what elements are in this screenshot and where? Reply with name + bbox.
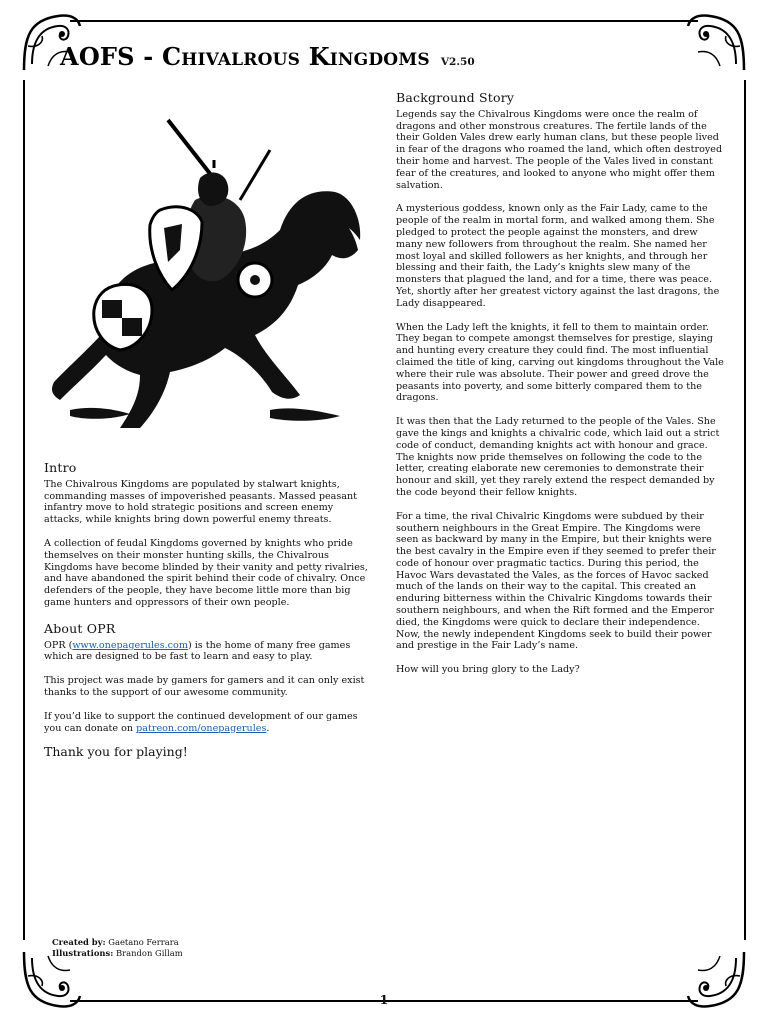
- credit-illustrations: [52, 948, 183, 959]
- background-paragraph: A mysterious goddess, known only as the Fair Lady, came to the people of the realm in mortal form, and walked among them. She pledged to protect the people against the monsters, and drew many new followers from throughout the realm. She named her most loyal and skilled followers as her knights, and through her blessing and their faith, the Lady’s knights slew many of the monsters that plagued the land, and for a time, there was peace. Yet, shortly after her greatest victory against the last dragons, the Lady disappeared.: [396, 203, 720, 309]
- background-paragraph: It was then that the Lady returned to the people of the Vales. She gave the kings and knights a chivalric code, which laid out a strict code of conduct, demanding knights act with honour and grace. The knights now pride themselves on following the code to the letter, creating elaborate new ceremonies to demonstrate their honour and skill, yet they rarely extend the respect demanded by the code beyond their fellow knights.: [396, 416, 720, 498]
- about-paragraph-1: [44, 640, 374, 664]
- intro-paragraph: A collection of feudal Kingdoms governed by knights who pride themselves on their monster hunting skills, the Chivalrous Kingdoms have become blinded by their vanity and petty rivalries, and have abandoned the spirit behind their code of chivalry. Once defenders of the people, they have become little more than big game hunters and oppressors of their own people.: [44, 537, 368, 608]
- page-number: 1: [379, 992, 389, 1007]
- about-text: OPR (: [44, 639, 73, 651]
- credit-label: Illustrations:: [52, 947, 114, 958]
- page-title: [60, 42, 475, 71]
- about-text: If you’d like to support the continued development of our games you can donate on: [44, 710, 358, 734]
- right-column: [396, 92, 726, 688]
- intro-heading: Intro: [44, 460, 77, 475]
- about-text: ) is the home of many free games which are designed to be fast to learn and easy to play.: [44, 639, 351, 663]
- version-label: V2.50: [440, 56, 475, 68]
- mounted-knight-illustration: [40, 110, 375, 435]
- background-closing: How will you bring glory to the Lady?: [396, 664, 580, 676]
- background-paragraph: When the Lady left the knights, it fell to them to maintain order. They began to compete amongst themselves for prestige, slaying and hunting every creature they could find. The most influential claimed the title of king, carving out kingdoms throughout the Vale where their rule was absolute. Their power and greed drove the peasants into poverty, and some bitterly compared them to the dragons.: [396, 321, 724, 404]
- left-column: [44, 462, 374, 758]
- frame-right-line: [744, 80, 746, 940]
- frame-top-line: [70, 20, 698, 22]
- flourish-corner-icon: [680, 6, 750, 76]
- opr-website-link[interactable]: www.onepagerules.com: [72, 639, 188, 651]
- frame-left-line: [23, 80, 25, 940]
- thanks-text: Thank you for playing!: [44, 744, 188, 760]
- credit-value: Brandon Gillam: [116, 947, 183, 958]
- background-heading: Background Story: [396, 90, 515, 105]
- about-heading: About OPR: [44, 620, 116, 636]
- about-paragraph-3: [44, 711, 374, 735]
- credit-value: Gaetano Ferrara: [108, 937, 179, 947]
- intro-paragraph: The Chivalrous Kingdoms are populated by stalwart knights, commanding masses of impoverished peasants. Massed peasant infantry move to hold strategic positions and screen enemy attacks, while knights bring down powerful enemy threats.: [44, 478, 358, 526]
- credits-block: [52, 937, 183, 958]
- background-paragraph: For a time, the rival Chivalric Kingdoms were subdued by their southern neighbours in the Great Empire. The Kingdoms were seen as backward by many in the Empire, but their knights were the best cavalry in the Empire even if they seemed to prefer their code of honour over pragmatic tactics. During this period, the Havoc Wars devastated the Vales, as the forces of Havoc sacked much of the lands on their way to the capital. This created an enduring bitterness within the Chivalric Kingdoms towards their southern neighbours, and when the Rift formed and the Emperor died, the Kingdoms were quick to declare their independence. Now, the newly independent Kingdoms seek to build their power and prestige in the Fair Lady’s name.: [396, 510, 716, 652]
- background-paragraph: Legends say the Chivalrous Kingdoms were once the realm of dragons and other monstrous creatures. The fertile lands of the their Golden Vales drew early human clans, but these people lived in fear of the dragons who roamed the land, which often destroyed their home and harvest. The people of the Vales lived in constant fear of the creatures, and looked to anyone who might offer them salvation.: [396, 108, 723, 191]
- patreon-link[interactable]: patreon.com/onepagerules: [136, 722, 267, 734]
- credit-created: [52, 937, 183, 948]
- title-text: AOFS - Chivalrous Kingdoms: [60, 42, 430, 71]
- about-paragraph-2: This project was made by gamers for gamers and it can only exist thanks to the support of our awesome community.: [44, 675, 365, 698]
- about-text: .: [266, 722, 270, 734]
- credit-label: Created by:: [52, 937, 106, 947]
